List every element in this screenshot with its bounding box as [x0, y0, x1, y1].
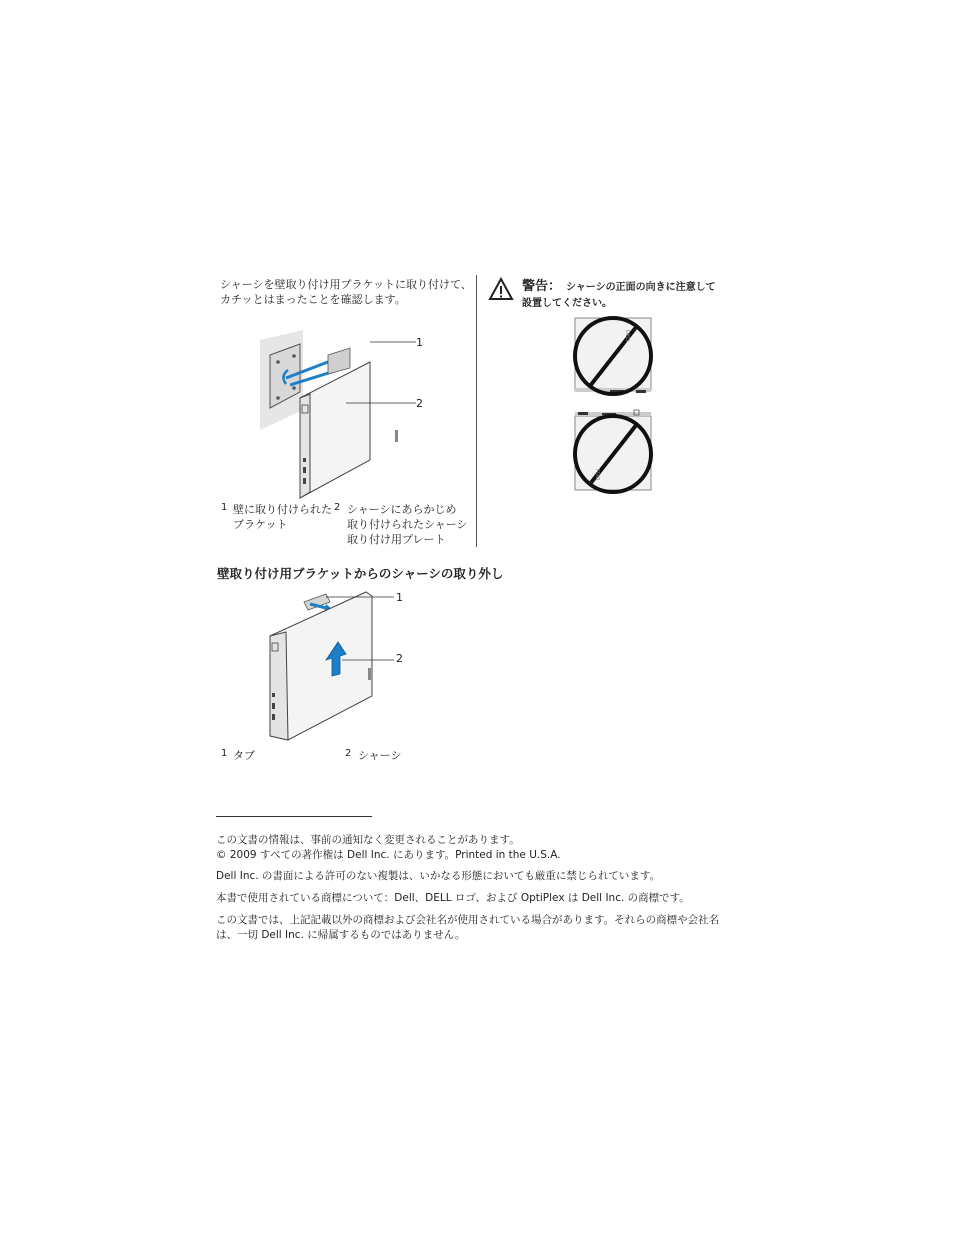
fig1-callout-1: 1 — [416, 336, 423, 349]
footer-p1-line2: © 2009 すべての著作権は Dell Inc. にあります。Printed in the U.S.A. — [216, 849, 561, 861]
fig1-callout-2: 2 — [416, 397, 423, 410]
column-divider — [476, 275, 477, 547]
warning-label: 警告： — [522, 279, 562, 294]
intro-line-2: カチッとはまったことを確認します。 — [220, 293, 406, 306]
incorrect-orientation-illustration-2 — [570, 410, 656, 494]
footer-p2: Dell Inc. の書面による許可のない複製は、いかなる形態においても厳重に禁じられています。 — [216, 870, 661, 882]
fig2-callout-1: 1 — [396, 591, 403, 604]
warning-text-line-2: 設置してください。 — [522, 298, 612, 309]
fig1-caption-1-line2: ブラケット — [233, 518, 288, 531]
intro-line-1: シャーシを壁取り付け用ブラケットに取り付けて、 — [220, 278, 472, 291]
warning-text-line-1: シャーシの正面の向きに注意して — [566, 282, 716, 293]
incorrect-orientation-illustration-1 — [570, 316, 656, 396]
footer-p1-line1: この文書の情報は、事前の通知なく変更されることがあります。 — [216, 834, 520, 846]
fig1-caption-2-line2: 取り付けられたシャーシ — [347, 518, 468, 531]
fig1-caption-2-line3: 取り付け用プレート — [347, 533, 446, 546]
fig2-callout-2: 2 — [396, 652, 403, 665]
fig1-caption-1-num: 1 — [221, 502, 228, 513]
fig1-caption-2-line1: シャーシにあらかじめ — [347, 503, 457, 516]
fig2-caption-1-num: 1 — [221, 748, 228, 759]
fig1-caption-1-line1: 壁に取り付けられた — [233, 503, 332, 516]
footer-p4-line1: この文書では、上記記載以外の商標および会社名が使用されている場合があります。それらの商標や会社名 — [216, 914, 720, 926]
fig1-caption-2-num: 2 — [334, 502, 341, 513]
chassis-brand-2: DELL — [596, 467, 602, 480]
chassis-brand-1: DELL — [624, 330, 630, 343]
chassis-plate — [328, 348, 350, 374]
section-title: 壁取り付け用ブラケットからのシャーシの取り外し — [217, 566, 504, 581]
footer-rule — [216, 816, 372, 817]
warning-icon — [488, 277, 514, 301]
footer-p4-line2: は、一切 Dell Inc. に帰属するものではありません。 — [216, 929, 466, 941]
figure-bracket-mount — [258, 330, 418, 500]
fig2-caption-1-text: タブ — [233, 749, 255, 762]
fig2-caption-2-num: 2 — [345, 748, 352, 759]
figure-chassis-removal — [266, 588, 406, 743]
footer-p3: 本書で使用されている商標について：Dell、DELL ロゴ、および OptiPlex は Dell Inc. の商標です。 — [216, 892, 690, 904]
fig2-caption-2-text: シャーシ — [358, 749, 402, 762]
